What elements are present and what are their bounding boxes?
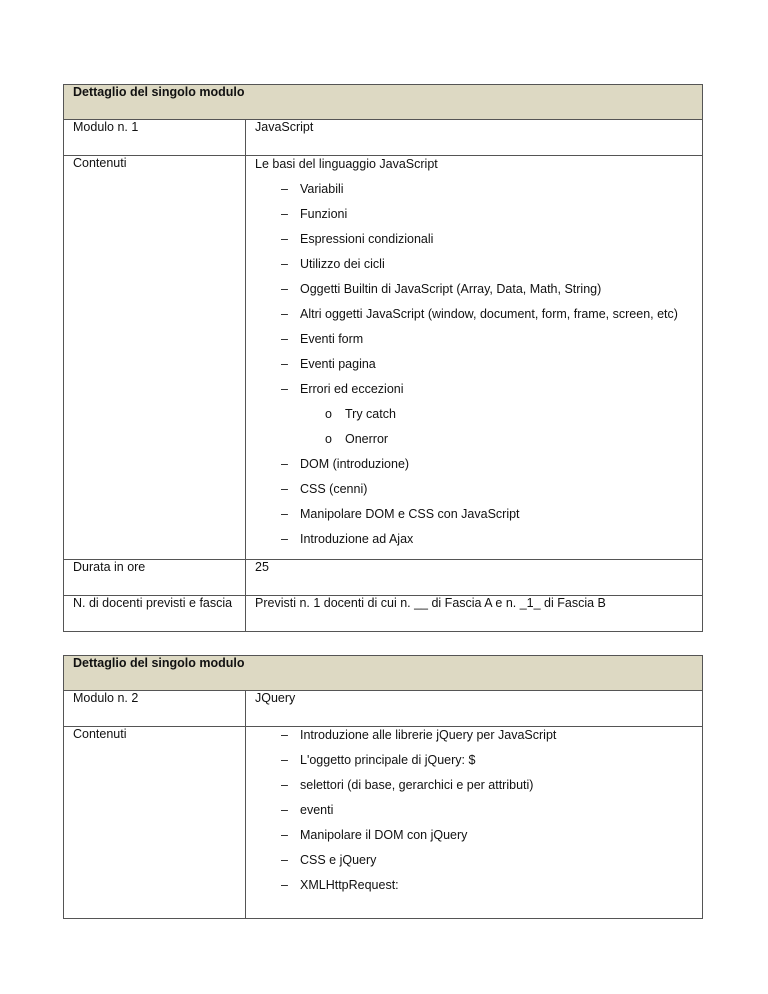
sub-list-item: o Try catch: [325, 407, 396, 421]
contenuti-intro: Le basi del linguaggio JavaScript: [255, 157, 438, 171]
modulo-label: Modulo n. 2: [64, 691, 246, 727]
sub-list-item: o Onerror: [325, 432, 389, 446]
docenti-label: N. di docenti previsti e fascia: [64, 596, 246, 632]
list-item: – Eventi form: [281, 332, 364, 346]
list-item: – Oggetti Builtin di JavaScript (Array, Data, Math, String): [281, 282, 602, 296]
contenuti-cell: [246, 156, 703, 560]
list-item: – DOM (introduzione): [281, 457, 410, 471]
durata-value: 25: [246, 560, 703, 596]
list-item: – eventi: [281, 803, 334, 817]
modulo-value: JQuery: [246, 691, 703, 727]
module-2-table: [63, 655, 703, 919]
modulo-label: Modulo n. 1: [64, 120, 246, 156]
list-item: – selettori (di base, gerarchici e per attributi): [281, 778, 534, 792]
contenuti-cell: [246, 727, 703, 919]
list-item: – L'oggetto principale di jQuery: $: [281, 753, 476, 767]
module-1-table: [63, 84, 703, 632]
list-item: – Manipolare il DOM con jQuery: [281, 828, 468, 842]
contenuti-list: [255, 727, 693, 893]
contenuti-label: Contenuti: [64, 727, 246, 919]
list-item: – CSS (cenni): [281, 482, 368, 496]
contenuti-list: [255, 181, 693, 547]
list-item: – Utilizzo dei cicli: [281, 257, 385, 271]
list-item: – Manipolare DOM e CSS con JavaScript: [281, 507, 520, 521]
docenti-value: Previsti n. 1 docenti di cui n. __ di Fascia A e n. _1_ di Fascia B: [246, 596, 703, 632]
durata-label: Durata in ore: [64, 560, 246, 596]
list-item: – XMLHttpRequest:: [281, 878, 399, 892]
list-item: – Eventi pagina: [281, 357, 376, 371]
list-item: – Introduzione alle librerie jQuery per JavaScript: [281, 728, 557, 742]
list-item: – Espressioni condizionali: [281, 232, 434, 246]
list-item: – Altri oggetti JavaScript (window, document, form, frame, screen, etc): [281, 307, 678, 321]
list-item: – Introduzione ad Ajax: [281, 532, 414, 546]
module-1-header: Dettaglio del singolo modulo: [64, 85, 703, 120]
list-item: – CSS e jQuery: [281, 853, 377, 867]
list-item: – Variabili: [281, 182, 344, 196]
list-item: – Funzioni: [281, 207, 348, 221]
module-2-header: Dettaglio del singolo modulo: [64, 656, 703, 691]
sub-list: [255, 406, 693, 447]
contenuti-label: Contenuti: [64, 156, 246, 560]
list-item: – Errori ed eccezioni o Try catch o Onerror: [255, 381, 693, 447]
modulo-value: JavaScript: [246, 120, 703, 156]
